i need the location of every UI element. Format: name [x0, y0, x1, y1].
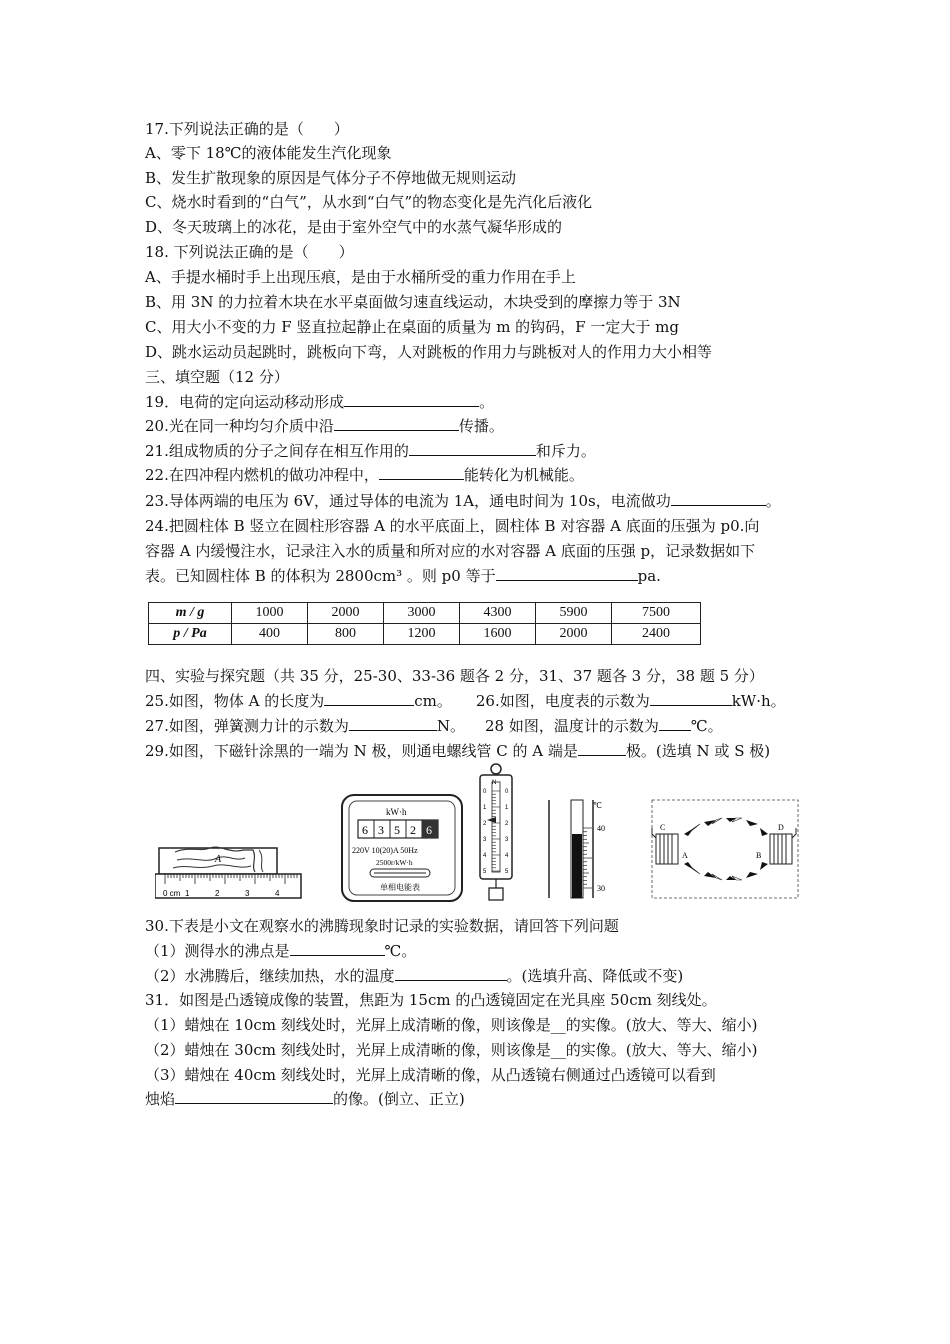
meter-digit-4: 2 [410, 823, 416, 837]
q18-stem: 18. 下列说法正确的是（ ） [145, 243, 354, 261]
q30-sub2: （2）水沸腾后，继续加热，水的温度 。(选填升高、降低或不变) [145, 964, 683, 988]
label-b: B [756, 851, 762, 860]
meter-digit-2: 3 [378, 823, 384, 837]
q31-sub4: 烛焰 的像。(倒立、正立) [145, 1087, 465, 1111]
table-cell: 2000 [308, 603, 384, 624]
q18-option-a: A、手提水桶时手上出现压痕，是由于水桶所受的重力作用在手上 [145, 268, 576, 286]
table-header-mass: m / g [149, 603, 232, 624]
scale-mark-5-right: 5 [505, 869, 509, 875]
meter-rating: 220V 10(20)A 50Hz [352, 846, 418, 855]
table-cell: 5900 [536, 603, 612, 624]
table-cell: 2000 [536, 624, 612, 645]
q21: 21.组成物质的分子之间存在相互作用的 和斥力。 [145, 439, 596, 463]
ruler-figure [155, 838, 305, 900]
q25: 25.如图，物体 A 的长度为 cm。 [145, 692, 452, 710]
q23-answer-blank[interactable] [671, 489, 766, 506]
q28: 28 如图，温度计的示数为 ℃。 [485, 717, 723, 735]
q27-answer-blank[interactable] [349, 714, 437, 731]
label-a: A [682, 851, 688, 860]
section4-heading: 四、实验与探究题（共 35 分，25-30、33-36 题各 2 分，31、37 题各 3 分，38 题 5 分） [145, 667, 764, 685]
q30-stem: 30.下表是小文在观察水的沸腾现象时记录的实验数据，请回答下列问题 [145, 917, 619, 935]
ruler-tick-3: 3 [245, 889, 250, 898]
q30-sub1-answer-blank[interactable] [290, 939, 385, 956]
meter-unit: kW·h [386, 807, 407, 817]
q31-sub4-answer-blank[interactable] [175, 1087, 333, 1104]
table-cell: 400 [232, 624, 308, 645]
q20: 20.光在同一种均匀介质中沿 传播。 [145, 414, 504, 438]
q17-stem: 17.下列说法正确的是（ ） [145, 120, 349, 138]
table-cell: 3000 [384, 603, 460, 624]
meter-digit-3: 5 [394, 823, 400, 837]
table-header-pressure: p / Pa [149, 624, 232, 645]
table-cell: 800 [308, 624, 384, 645]
q17-option-b: B、发生扩散现象的原因是气体分子不停地做无规则运动 [145, 169, 517, 187]
solenoid-figure [650, 798, 800, 902]
ruler-object-label: A [215, 854, 222, 865]
scale-mark-3-right: 3 [505, 837, 509, 843]
q18-option-b: B、用 3N 的力拉着木块在水平桌面做匀速直线运动，木块受到的摩擦力等于 3N [145, 293, 681, 311]
q17-option-a: A、零下 18℃的液体能发生汽化现象 [145, 144, 392, 162]
scale-mark-4-right: 4 [505, 853, 509, 859]
q30-sub2-answer-blank[interactable] [395, 964, 507, 981]
q19-answer-blank[interactable] [344, 390, 479, 407]
scale-mark-2: 2 [483, 821, 487, 827]
ruler-tick-1: 1 [185, 889, 190, 898]
ruler-unit-label: 0 cm [163, 889, 181, 898]
compass-needles [684, 818, 768, 880]
meter-digit-5: 6 [426, 823, 432, 837]
q19: 19．电荷的定向运动移动形成 。 [145, 390, 494, 414]
thermometer-liquid-column [572, 834, 582, 898]
table-cell: 2400 [612, 624, 701, 645]
table-cell: 1600 [460, 624, 536, 645]
q22-answer-blank[interactable] [379, 463, 464, 480]
q31-stem: 31．如图是凸透镜成像的装置，焦距为 15cm 的凸透镜固定在光具座 50cm 刻线处。 [145, 991, 717, 1009]
q26-answer-blank[interactable] [650, 689, 732, 706]
q17-option-d: D、冬天玻璃上的冰花，是由于室外空气中的水蒸气凝华形成的 [145, 218, 563, 236]
label-d: D [778, 823, 784, 832]
hanging-weight [489, 888, 503, 900]
q28-answer-blank[interactable] [659, 714, 691, 731]
q27-q28 [145, 714, 723, 738]
scale-mark-1: 1 [483, 805, 487, 811]
q27: 27.如图，弹簧测力计的示数为 N。 [145, 717, 465, 735]
q23: 23.导体两端的电压为 6V，通过导体的电流为 1A，通电时间为 10s，电流做功 。 [145, 489, 781, 513]
q24-data-table [148, 602, 701, 645]
q24-line2: 容器 A 内缓慢注水，记录注入水的质量和所对应的水对容器 A 底面的压强 p，记录数据如下 [145, 542, 756, 560]
ruler-tick-2: 2 [215, 889, 220, 898]
table-cell: 7500 [612, 603, 701, 624]
thermometer-unit: ℃ [593, 801, 602, 810]
scale-mark-1-right: 1 [505, 805, 509, 811]
table-cell: 4300 [460, 603, 536, 624]
solenoid-d [770, 828, 796, 864]
thermo-mark-30: 30 [597, 884, 605, 893]
thermometer-figure [545, 798, 620, 902]
q24-line1: 24.把圆柱体 B 竖立在圆柱形容器 A 的水平底面上，圆柱体 B 对容器 A 底面的压强为 p0.向 [145, 517, 760, 535]
meter-name: 单相电能表 [380, 883, 420, 892]
label-c: C [660, 823, 666, 832]
table-row [149, 624, 701, 645]
q26: 26.如图，电度表的示数为 kW·h。 [476, 692, 786, 710]
solenoid-c [652, 828, 678, 864]
ruler-tick-4: 4 [275, 889, 280, 898]
scale-mark-5: 5 [483, 869, 487, 875]
q20-answer-blank[interactable] [334, 414, 459, 431]
q18-option-c: C、用大小不变的力 F 竖直拉起静止在桌面的质量为 m 的钩码，F 一定大于 mg [145, 318, 679, 336]
q21-answer-blank[interactable] [409, 439, 536, 456]
meter-constant: 2500r/kW·h [376, 858, 413, 867]
q17-option-c: C、烧水时看到的“白气”，从水到“白气”的物态变化是先汽化后液化 [145, 193, 593, 211]
q31-sub2: （2）蜡烛在 30cm 刻线处时，光屏上成清晰的像，则该像是__的实像。(放大、等大、缩小) [145, 1041, 758, 1059]
electricity-meter-figure [340, 793, 466, 905]
spring-scale-unit: N [492, 780, 497, 786]
section3-heading: 三、填空题（12 分） [145, 368, 289, 386]
thermo-mark-40: 40 [597, 824, 605, 833]
q31-sub1: （1）蜡烛在 10cm 刻线处时，光屏上成清晰的像，则该像是__的实像。(放大、等大、缩小) [145, 1016, 758, 1034]
scale-mark-0: 0 [483, 789, 487, 795]
q30-sub1: （1）测得水的沸点是 ℃。 [145, 939, 416, 963]
scale-mark-2-right: 2 [505, 821, 509, 827]
q29-answer-blank[interactable] [578, 739, 626, 756]
table-cell: 1200 [384, 624, 460, 645]
table-cell: 1000 [232, 603, 308, 624]
q25-answer-blank[interactable] [324, 689, 414, 706]
q31-sub3: （3）蜡烛在 40cm 刻线处时，光屏上成清晰的像，从凸透镜右侧通过凸透镜可以看到 [145, 1066, 716, 1084]
q24-line3: 表。已知圆柱体 B 的体积为 2800cm³ 。则 p0 等于 pa. [145, 564, 661, 588]
spring-scale-figure [474, 762, 518, 902]
q24-answer-blank[interactable] [496, 564, 638, 581]
table-row [149, 603, 701, 624]
scale-mark-3: 3 [483, 837, 487, 843]
scale-mark-0-right: 0 [505, 789, 509, 795]
q18-option-d: D、跳水运动员起跳时，跳板向下弯，人对跳板的作用力与跳板对人的作用力大小相等 [145, 343, 713, 361]
q25-q26 [145, 689, 786, 713]
scale-mark-4: 4 [483, 853, 487, 859]
q29: 29.如图，下磁针涂黑的一端为 N 极，则通电螺线管 C 的 A 端是 极。(选填 N 或 S 极) [145, 739, 770, 763]
meter-digit-1: 6 [362, 823, 368, 837]
q22: 22.在四冲程内燃机的做功冲程中， 能转化为机械能。 [145, 463, 584, 487]
